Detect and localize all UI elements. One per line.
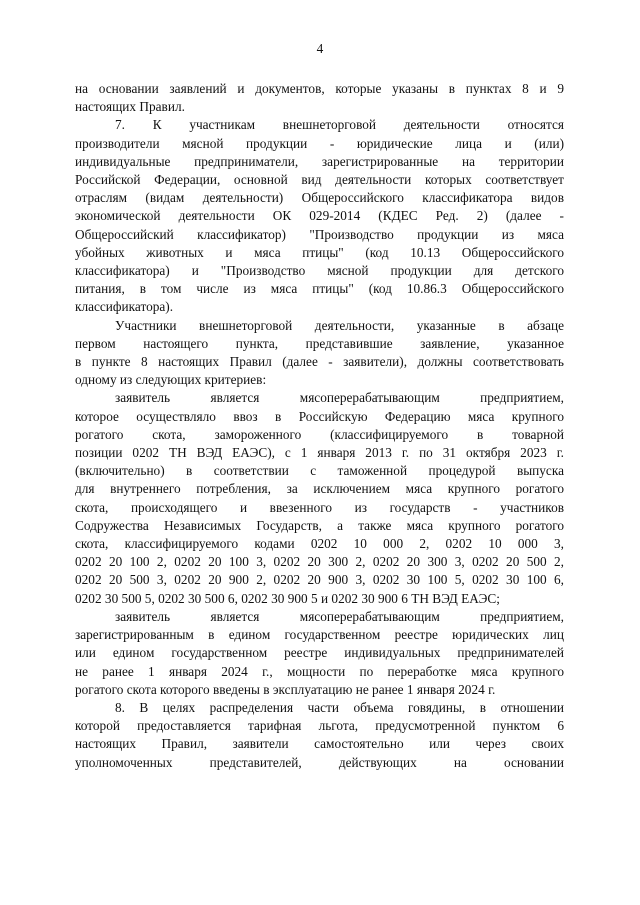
paragraph-line: 0202 30 500 5, 0202 30 500 6, 0202 30 900 5 и 0202 30 900 6 ТН ВЭД ЕАЭС; xyxy=(75,590,500,606)
paragraph-line: 0202 20 100 2, 0202 20 100 3, 0202 20 300 2, 0202 20 300 3, 0202 20 500 2, xyxy=(75,554,564,570)
paragraph-line: не ранее 1 января 2024 г., мощности по переработке мяса крупного xyxy=(75,663,564,679)
paragraph-line: рогатого скота, замороженного (классифицируемого в товарной xyxy=(75,426,564,442)
paragraph-line: уполномоченных представителей, действующих на основании xyxy=(75,754,564,770)
page-number: 4 xyxy=(316,41,324,56)
paragraph-line: первом настоящего пункта, представившие заявление, указанное xyxy=(75,335,564,351)
paragraph-line: скота, классифицируемого кодами 0202 10 000 2, 0202 10 000 3, xyxy=(75,536,564,552)
paragraph-line: скота, происходящего и ввезенного из государств - участников xyxy=(75,499,564,515)
paragraph-line: которое осуществляло ввоз в Российскую Федерацию мяса крупного xyxy=(75,408,564,424)
paragraph-line: на основании заявлений и документов, которые указаны в пунктах 8 и 9 xyxy=(75,81,564,96)
paragraph-line: индивидуальные предприниматели, зарегистрированные на территории xyxy=(75,153,564,169)
paragraph-line: 8. В целях распределения части объема говядины, в отношении xyxy=(115,699,564,715)
paragraph-line: (включительно) в соответствии с таможенной процедурой выпуска xyxy=(75,463,564,479)
paragraph-line: позиции 0202 ТН ВЭД ЕАЭС), с 1 января 2013 г. по 31 октября 2023 г. xyxy=(75,445,564,461)
paragraph-line: одному из следующих критериев: xyxy=(75,372,267,388)
paragraph-line: Общероссийский классификатор) "Производство продукции из мяса xyxy=(75,226,564,242)
paragraph-line: убойных животных и мяса птицы" (код 10.13 Общероссийского xyxy=(75,244,564,260)
paragraph-line: настоящих Правил. xyxy=(75,99,185,115)
paragraph-line: экономической деятельности ОК 029-2014 (КДЕС Ред. 2) (далее - xyxy=(75,208,564,224)
paragraph-line: рогатого скота которого введены в эксплуатацию не ранее 1 января 2024 г. xyxy=(75,681,496,697)
paragraph-line: питания, в том числе из мяса птицы" (код 10.86.3 Общероссийского xyxy=(75,281,564,297)
paragraph-line: заявитель является мясоперерабатывающим предприятием, xyxy=(115,608,564,624)
paragraph-line: Участники внешнеторговой деятельности, указанные в абзаце xyxy=(115,317,564,333)
paragraph-line: 0202 20 500 3, 0202 20 900 2, 0202 20 900 3, 0202 30 100 5, 0202 30 100 6, xyxy=(75,572,564,588)
paragraph-line: заявитель является мясоперерабатывающим предприятием, xyxy=(115,390,564,406)
paragraph-line: для внутреннего потребления, за исключением мяса крупного рогатого xyxy=(75,481,564,497)
paragraph-line: в пункте 8 настоящих Правил (далее - заявители), должны соответствовать xyxy=(75,354,564,370)
paragraph-line: которой предоставляется тарифная льгота, предусмотренной пунктом 6 xyxy=(75,718,564,734)
paragraph-line: отраслям (видам деятельности) Общероссийского классификатора видов xyxy=(75,190,564,206)
paragraph-line: зарегистрированным в едином государственном реестре юридических лиц xyxy=(75,627,564,643)
paragraph-line: 7. К участникам внешнеторговой деятельности относятся xyxy=(115,117,564,133)
paragraph-line: Содружества Независимых Государств, а также мяса крупного рогатого xyxy=(75,517,564,533)
paragraph-line: классификатора) и "Производство мясной продукции для детского xyxy=(75,263,564,279)
paragraph-line: или едином государственном реестре индивидуальных предпринимателей xyxy=(75,645,564,661)
paragraph-line: Российской Федерации, основной вид деятельности которых соответствует xyxy=(75,172,564,188)
paragraph-line: настоящих Правил, заявители самостоятельно или через своих xyxy=(75,736,564,752)
paragraph-line: классификатора). xyxy=(75,299,174,315)
document-body xyxy=(75,80,564,772)
paragraph-line: производители мясной продукции - юридические лица и (или) xyxy=(75,135,564,151)
